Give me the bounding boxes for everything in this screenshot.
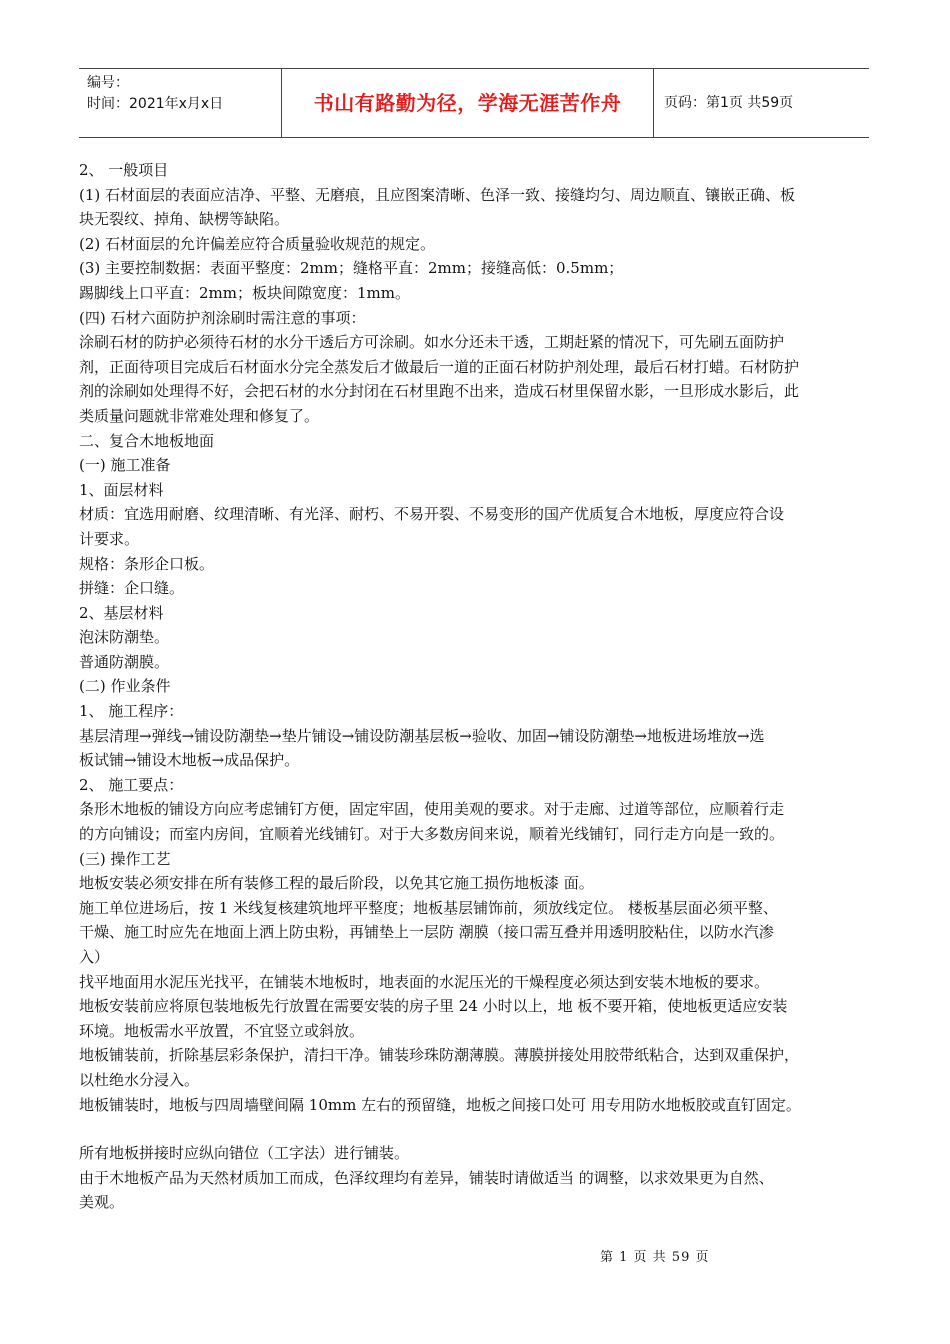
text-line: 块无裂纹、掉角、缺楞等缺陷。 — [79, 210, 290, 229]
text-line: 剂，正面待项目完成后石材面水分完全蒸发后才做最后一道的正面石材防护剂处理，最后石材打蜡。石材防护 — [79, 357, 800, 376]
section-heading: 二、复合木地板地面 — [79, 431, 215, 450]
text-line: 类质量问题就非常难处理和修复了。 — [79, 406, 320, 425]
text-line: 计要求。 — [79, 529, 140, 548]
text-line: (一) 施工准备 — [79, 456, 171, 475]
text-line: 以杜绝水分浸入。 — [79, 1070, 200, 1089]
page-header — [79, 68, 869, 138]
page-footer: 第 1 页 共 59 页 — [600, 1250, 710, 1265]
text-line: 基层清理→弹线→铺设防潮垫→垫片铺设→铺设防潮基层板→验收、加固→铺设防潮垫→地板进场堆放→选 — [79, 726, 765, 745]
text-line: 涂刷石材的防护必须待石材的水分干透后方可涂刷。如水分还未干透，工期赶紧的情况下，可先刷五面防护 — [79, 333, 785, 352]
text-line: 施工单位进场后，按 1 米线复核建筑地坪平整度；地板基层铺饰前，须放线定位。 楼板基层面必须平整、 — [79, 898, 778, 917]
text-line: 板试铺→铺设木地板→成品保护。 — [79, 751, 300, 770]
text-line: (2) 石材面层的允许偏差应符合质量验收规范的规定。 — [79, 234, 436, 253]
header-page-number: 页码：第1页 共59页 — [664, 95, 794, 111]
text-line: 由于木地板产品为天然材质加工而成，色泽纹理均有差异，铺装时请做适当 的调整，以求效果更为自然、 — [79, 1168, 774, 1187]
document-number-label: 编号： — [87, 75, 129, 91]
text-line: 入） — [79, 948, 110, 966]
text-line: 1、 施工程序： — [79, 702, 184, 721]
text-line: 踢脚线上口平直：2mm；板块间隙宽度：1mm。 — [79, 283, 410, 302]
text-line: 泡沫防潮垫。 — [79, 628, 170, 647]
text-line: 规格：条形企口板。 — [79, 554, 215, 573]
text-line: (二) 作业条件 — [79, 677, 171, 696]
header-meta — [79, 69, 282, 137]
text-line: (3) 主要控制数据：表面平整度：2mm；缝格平直：2mm；接缝高低：0.5mm； — [79, 259, 624, 278]
text-line: 环境。地板需水平放置，不宜竖立或斜放。 — [79, 1021, 365, 1040]
text-line: 找平地面用水泥压光找平，在铺装木地板时，地表面的水泥压光的干燥程度必须达到安装木地板的要求。 — [79, 972, 770, 991]
text-line: 2、 施工要点： — [79, 775, 184, 794]
text-line: 美观。 — [79, 1193, 125, 1212]
text-line: 地板安装前应将原包装地板先行放置在需要安装的房子里 24 小时以上，地 板不要开箱，使地板更适应安装 — [79, 997, 788, 1016]
text-line: 条形木地板的铺设方向应考虑铺钉方便，固定牢固，使用美观的要求。对于走廊、过道等部位，应顺着行走 — [79, 800, 785, 819]
text-line: 地板铺装前，折除基层彩条保护，清扫干净。铺装珍珠防潮薄膜。薄膜拼接处用胶带纸粘合，达到双重保护， — [79, 1046, 800, 1065]
blank-line — [79, 1117, 879, 1141]
text-line: (三) 操作工艺 — [79, 849, 171, 868]
text-line: 2、基层材料 — [79, 603, 164, 622]
text-line: 地板铺装时，地板与四周墙壁间隔 10mm 左右的预留缝，地板之间接口处可 用专用防水地板胶或直钉固定。 — [79, 1095, 801, 1114]
text-line: 1、面层材料 — [79, 480, 164, 499]
text-line: 所有地板拼接时应纵向错位（工字法）进行铺装。 — [79, 1144, 410, 1163]
text-line: 的方向铺设；而室内房间，宜顺着光线铺钉。对于大多数房间来说，顺着光线铺钉，同行走方向是一致的。 — [79, 825, 785, 844]
text-line: 普通防潮膜。 — [79, 652, 170, 671]
text-line: 2、 一般项目 — [79, 161, 169, 179]
text-line: 拼缝：企口缝。 — [79, 579, 185, 598]
header-slogan: 书山有路勤为径，学海无涯苦作舟 — [282, 69, 654, 137]
text-line: (1) 石材面层的表面应洁净、平整、无磨痕，且应图案清晰、色泽一致、接缝均匀、周边顺直、镶嵌正确、板 — [79, 185, 796, 204]
document-time-label: 时间：2021年x月x日 — [87, 96, 224, 112]
text-line: 干燥、施工时应先在地面上洒上防虫粉，再铺垫上一层防 潮膜（接口需互叠并用透明胶粘住，以防水汽渗 — [79, 923, 774, 942]
text-line: (四) 石材六面防护剂涂刷时需注意的事项： — [79, 308, 366, 327]
text-line: 地板安装必须安排在所有装修工程的最后阶段，以免其它施工损伤地板漆 面。 — [79, 874, 594, 893]
document-body — [79, 158, 879, 1215]
text-line: 材质：宜选用耐磨、纹理清晰、有光泽、耐朽、不易开裂、不易变形的国产优质复合木地板，厚度应符合设 — [79, 505, 785, 524]
text-line: 剂的涂刷如处理得不好，会把石材的水分封闭在石材里跑不出来，造成石材里保留水影，一旦形成水影后，此 — [79, 382, 800, 401]
